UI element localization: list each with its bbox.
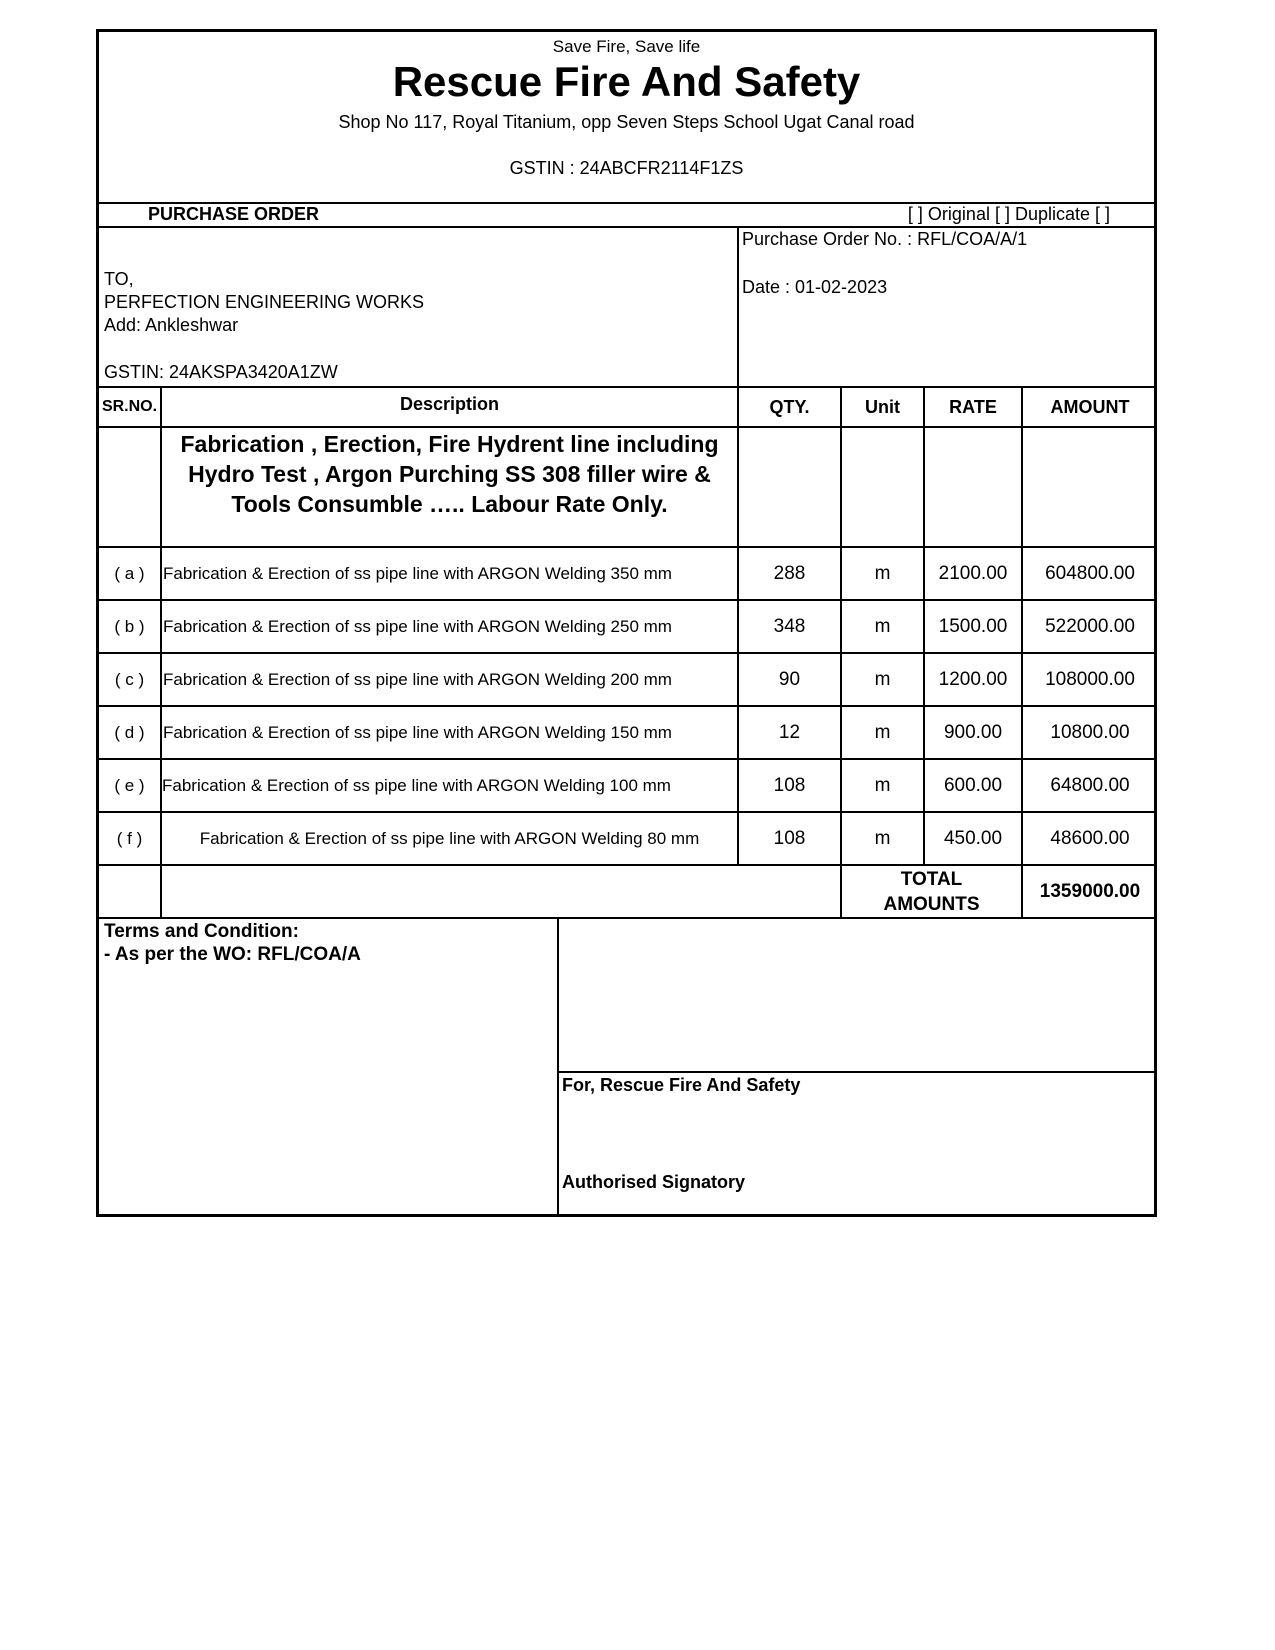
- row-unit: m: [874, 562, 891, 584]
- vendor-address: Add: Ankleshwar: [104, 315, 239, 335]
- row-description: Fabrication & Erection of ss pipe line with ARGON Welding 200 mm: [163, 669, 672, 689]
- row-unit: m: [874, 668, 891, 690]
- row-unit: m: [874, 827, 891, 849]
- copy-marks: [ ] Original [ ] Duplicate [ ]: [907, 204, 1110, 224]
- company-address: Shop No 117, Royal Titanium, opp Seven Steps School Ugat Canal road: [338, 112, 915, 132]
- header-qty: QTY.: [769, 396, 810, 417]
- row-description: Fabrication & Erection of ss pipe line with ARGON Welding 350 mm: [163, 563, 672, 583]
- row-rate: 600.00: [943, 774, 1003, 796]
- row-rate: 1500.00: [938, 615, 1008, 637]
- row-qty: 288: [773, 562, 806, 584]
- row-amount: 64800.00: [1050, 774, 1130, 796]
- row-qty: 108: [773, 774, 806, 796]
- row-qty: 12: [778, 721, 801, 743]
- po-number: Purchase Order No. : RFL/COA/A/1: [742, 229, 1028, 249]
- divider: [99, 226, 1154, 228]
- header-unit: Unit: [865, 396, 900, 417]
- po-date: Date : 01-02-2023: [742, 277, 888, 297]
- company-name: Rescue Fire And Safety: [392, 58, 861, 105]
- row-sr: ( d ): [114, 722, 145, 742]
- row-description: Fabrication & Erection of ss pipe line with ARGON Welding 150 mm: [163, 722, 672, 742]
- vendor-to-label: TO,: [104, 269, 134, 289]
- purchase-order-form: [96, 29, 1157, 1217]
- row-unit: m: [874, 615, 891, 637]
- row-amount: 48600.00: [1050, 827, 1130, 849]
- row-amount: 108000.00: [1045, 668, 1135, 690]
- row-sr: ( a ): [114, 563, 145, 583]
- header-description: Description: [399, 394, 500, 414]
- work-description-heading: Fabrication , Erection, Fire Hydrent line including Hydro Test , Argon Purching SS 308 filler wire & Tools Consumble ….. Labour Rate Only.: [180, 431, 719, 517]
- divider: [99, 917, 1154, 919]
- for-company-label: For, Rescue Fire And Safety: [562, 1075, 801, 1095]
- tagline: Save Fire, Save life: [552, 37, 701, 56]
- row-amount: 522000.00: [1045, 615, 1135, 637]
- row-rate: 900.00: [943, 721, 1003, 743]
- total-label-line1: TOTAL: [900, 869, 963, 890]
- row-description: Fabrication & Erection of ss pipe line with ARGON Welding 250 mm: [163, 616, 672, 636]
- divider: [557, 1071, 1157, 1073]
- terms-title: Terms and Condition:: [104, 921, 299, 942]
- row-rate: 450.00: [943, 827, 1003, 849]
- row-sr: ( b ): [114, 616, 145, 636]
- total-label: [842, 867, 1021, 917]
- total-value: 1359000.00: [1039, 880, 1141, 902]
- row-unit: m: [874, 774, 891, 796]
- po-title: PURCHASE ORDER: [148, 204, 320, 224]
- row-unit: m: [874, 721, 891, 743]
- divider: [99, 426, 1154, 428]
- vendor-name: PERFECTION ENGINEERING WORKS: [104, 292, 425, 312]
- row-amount: 604800.00: [1045, 562, 1135, 584]
- row-sr: ( c ): [114, 669, 145, 689]
- terms-line: - As per the WO: RFL/COA/A: [104, 944, 361, 965]
- row-description: Fabrication & Erection of ss pipe line with ARGON Welding 100 mm: [162, 775, 671, 795]
- row-sr: ( f ): [116, 828, 143, 848]
- row-qty: 90: [778, 668, 801, 690]
- authorised-signatory: Authorised Signatory: [562, 1172, 746, 1192]
- row-qty: 348: [773, 615, 806, 637]
- row-sr: ( e ): [114, 775, 145, 795]
- row-rate: 2100.00: [938, 562, 1008, 584]
- header-amount: AMOUNT: [1050, 396, 1130, 417]
- vendor-gstin: GSTIN: 24AKSPA3420A1ZW: [104, 362, 338, 382]
- header-srno: SR.NO.: [101, 398, 158, 415]
- header-rate: RATE: [949, 396, 997, 417]
- total-label-line2: AMOUNTS: [883, 894, 980, 915]
- company-gstin: GSTIN : 24ABCFR2114F1ZS: [509, 158, 744, 178]
- row-qty: 108: [773, 827, 806, 849]
- row-description: Fabrication & Erection of ss pipe line with ARGON Welding 80 mm: [199, 828, 700, 848]
- divider: [99, 864, 1154, 866]
- row-rate: 1200.00: [938, 668, 1008, 690]
- divider: [557, 917, 559, 1217]
- row-amount: 10800.00: [1050, 721, 1130, 743]
